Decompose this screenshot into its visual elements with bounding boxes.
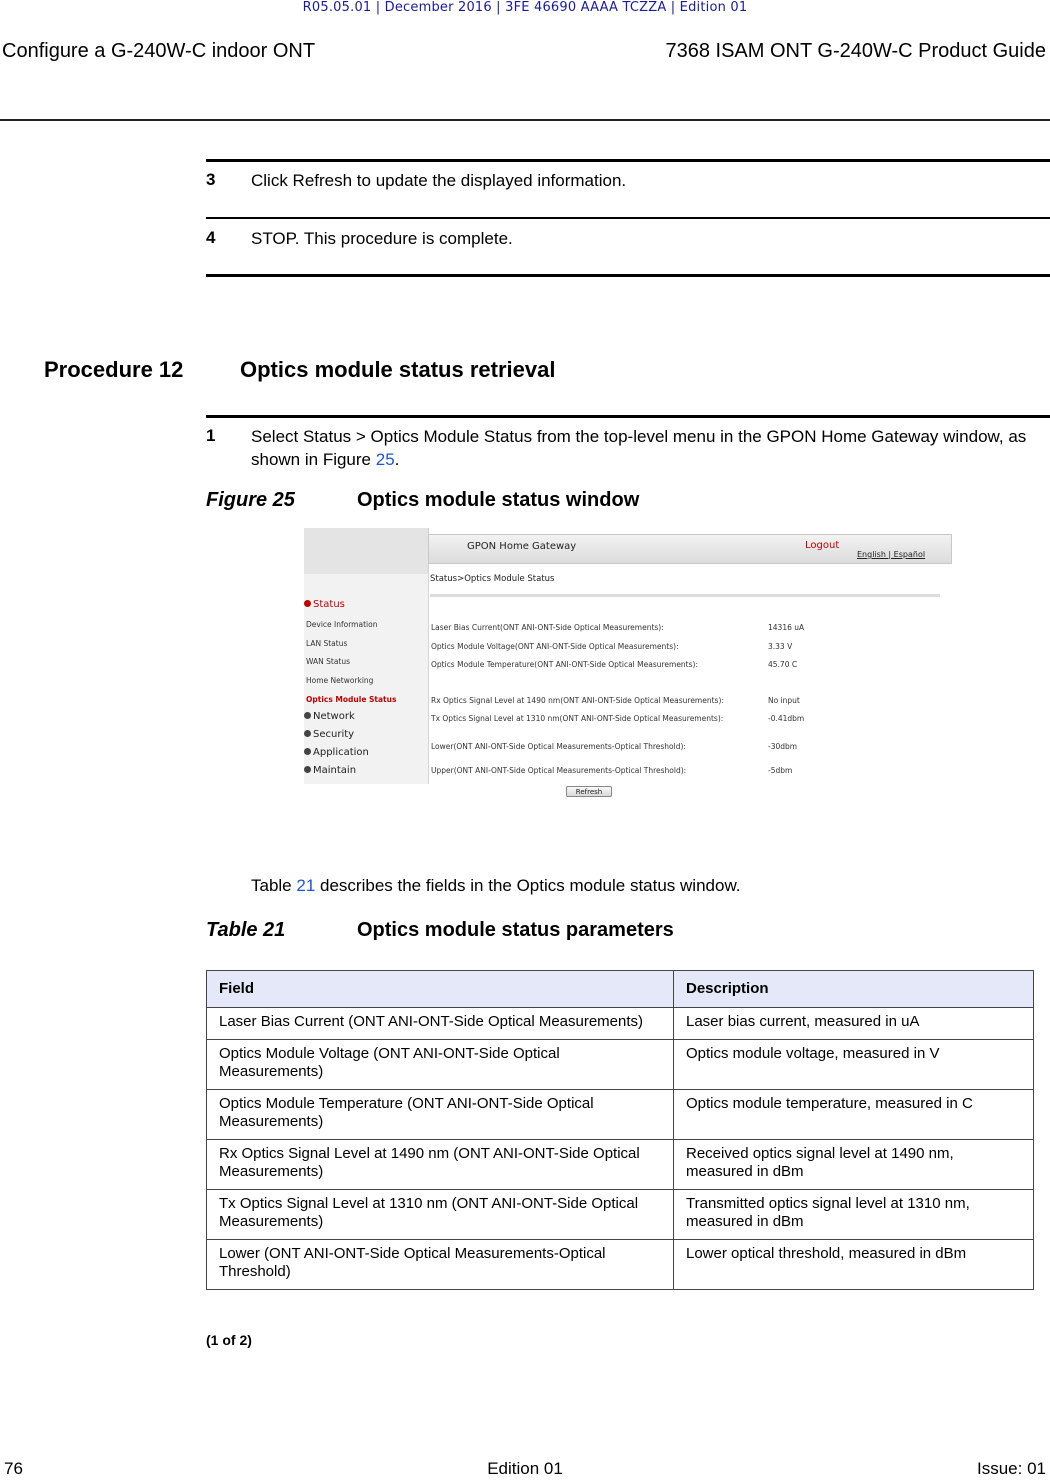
status-field-label: Laser Bias Current(ONT ANI-ONT-Side Optical Measurements): [431, 623, 664, 632]
sidebar-item-status[interactable] [304, 599, 345, 610]
bullet-icon [304, 730, 311, 737]
column-header-description: Description [674, 971, 1034, 1008]
bullet-icon [304, 766, 311, 773]
footer-edition: Edition 01 [487, 1459, 563, 1478]
breadcrumb-divider [430, 594, 940, 597]
description-cell: Optics module voltage, measured in V [674, 1040, 1034, 1090]
gateway-banner [428, 534, 952, 564]
procedure-label: Procedure 12 [44, 357, 184, 382]
sidebar-item-security[interactable] [304, 729, 354, 740]
field-cell: Laser Bias Current (ONT ANI-ONT-Side Optical Measurements) [207, 1008, 674, 1040]
sidebar-item-application[interactable] [304, 747, 369, 758]
status-field-value: 3.33 V [768, 642, 793, 651]
intro-text: describes the fields in the Optics module status window. [315, 876, 741, 895]
sidebar-item-label: Status [313, 599, 345, 610]
table-row [207, 1190, 1034, 1240]
status-field-label: Upper(ONT ANI-ONT-Side Optical Measurements-Optical Threshold): [431, 766, 687, 775]
header-section-title: Configure a G-240W-C indoor ONT [2, 40, 316, 62]
step-text [251, 425, 1047, 471]
field-cell: Lower (ONT ANI-ONT-Side Optical Measurements-Optical Threshold) [207, 1240, 674, 1290]
status-field-label: Optics Module Voltage(ONT ANI-ONT-Side Optical Measurements): [431, 642, 679, 651]
table-header-row [207, 971, 1034, 1008]
status-field-value: -0.41dbm [768, 714, 805, 723]
step-text-part: Select Status > Optics Module Status from the top-level menu in the GPON Home Gateway window, as shown in Figure [251, 427, 1027, 469]
status-field-value: 45.70 C [768, 660, 798, 669]
field-cell: Rx Optics Signal Level at 1490 nm (ONT ANI-ONT-Side Optical Measurements) [207, 1140, 674, 1190]
table-continuation-note: (1 of 2) [206, 1332, 252, 1348]
header-guide-title: 7368 ISAM ONT G-240W-C Product Guide [665, 40, 1046, 62]
sidebar-subitem-lan-status[interactable]: LAN Status [306, 639, 348, 648]
figure-title: Optics module status window [357, 489, 640, 511]
status-field-label: Optics Module Temperature(ONT ANI-ONT-Side Optical Measurements): [431, 660, 698, 669]
gateway-title: GPON Home Gateway [467, 541, 577, 552]
status-field-value: No input [768, 696, 800, 705]
logout-link[interactable]: Logout [805, 540, 840, 551]
description-cell: Optics module temperature, measured in C [674, 1090, 1034, 1140]
status-field-value: -30dbm [768, 742, 798, 751]
step-number: 4 [206, 228, 216, 247]
table-row [207, 1090, 1034, 1140]
table-row [207, 1008, 1034, 1040]
figure-label: Figure 25 [206, 489, 295, 511]
sidebar-subitem-device-information[interactable]: Device Information [306, 620, 378, 629]
status-field-label: Rx Optics Signal Level at 1490 nm(ONT ANI-ONT-Side Optical Measurements): [431, 696, 724, 705]
column-header-field: Field [207, 971, 674, 1008]
field-cell: Tx Optics Signal Level at 1310 nm (ONT ANI-ONT-Side Optical Measurements) [207, 1190, 674, 1240]
step-divider [206, 217, 1050, 219]
optics-status-screenshot [304, 528, 954, 806]
table-intro [251, 876, 741, 896]
description-cell: Received optics signal level at 1490 nm, measured in dBm [674, 1140, 1034, 1190]
sidebar-item-label: Network [313, 711, 355, 722]
intro-text: Table [251, 876, 297, 895]
field-cell: Optics Module Temperature (ONT ANI-ONT-Side Optical Measurements) [207, 1090, 674, 1140]
language-selector[interactable]: English | Español [857, 550, 926, 559]
table-row [207, 1140, 1034, 1190]
step-divider [206, 159, 1050, 162]
bullet-icon [304, 600, 311, 607]
bullet-icon [304, 748, 311, 755]
page-number: 76 [4, 1459, 23, 1478]
sidebar-item-maintain[interactable] [304, 765, 356, 776]
sidebar-item-label: Maintain [313, 765, 357, 776]
sidebar-subitem-optics-module-status[interactable]: Optics Module Status [306, 695, 397, 704]
sidebar-header [304, 528, 429, 574]
sidebar-item-label: Security [313, 729, 355, 740]
step-text-part: . [394, 450, 400, 469]
step-divider [206, 274, 1050, 277]
document-banner: R05.05.01 | December 2016 | 3FE 46690 AAAA TCZZA | Edition 01 [302, 0, 748, 15]
breadcrumb: Status>Optics Module Status [430, 574, 555, 584]
step-number: 1 [206, 426, 216, 445]
figure-link[interactable]: 25 [375, 450, 395, 469]
sidebar-subitem-home-networking[interactable]: Home Networking [306, 676, 374, 685]
header-divider [0, 119, 1050, 121]
table-row [207, 1240, 1034, 1290]
status-field-label: Tx Optics Signal Level at 1310 nm(ONT ANI-ONT-Side Optical Measurements): [431, 714, 724, 723]
table-label: Table 21 [206, 919, 286, 941]
sidebar-item-label: Application [313, 747, 369, 758]
step-text: Click Refresh to update the displayed information. [251, 171, 627, 190]
sidebar-subitem-wan-status[interactable]: WAN Status [306, 657, 351, 666]
sidebar-item-network[interactable] [304, 711, 355, 722]
description-cell: Lower optical threshold, measured in dBm [674, 1240, 1034, 1290]
description-cell: Laser bias current, measured in uA [674, 1008, 1034, 1040]
procedure-title: Optics module status retrieval [240, 357, 556, 382]
table-title: Optics module status parameters [357, 919, 674, 941]
status-field-label: Lower(ONT ANI-ONT-Side Optical Measurements-Optical Threshold): [431, 742, 686, 751]
step-text: STOP. This procedure is complete. [251, 229, 513, 248]
parameters-table [206, 970, 1034, 1290]
table-link[interactable]: 21 [296, 876, 316, 895]
field-cell: Optics Module Voltage (ONT ANI-ONT-Side Optical Measurements) [207, 1040, 674, 1090]
table-row [207, 1040, 1034, 1090]
description-cell: Transmitted optics signal level at 1310 nm, measured in dBm [674, 1190, 1034, 1240]
bullet-icon [304, 712, 311, 719]
step-number: 3 [206, 170, 216, 189]
status-field-value: -5dbm [768, 766, 793, 775]
step-divider [206, 415, 1050, 418]
footer-issue: Issue: 01 [977, 1459, 1046, 1478]
status-field-value: 14316 uA [768, 623, 805, 632]
refresh-button[interactable]: Refresh [566, 786, 612, 797]
